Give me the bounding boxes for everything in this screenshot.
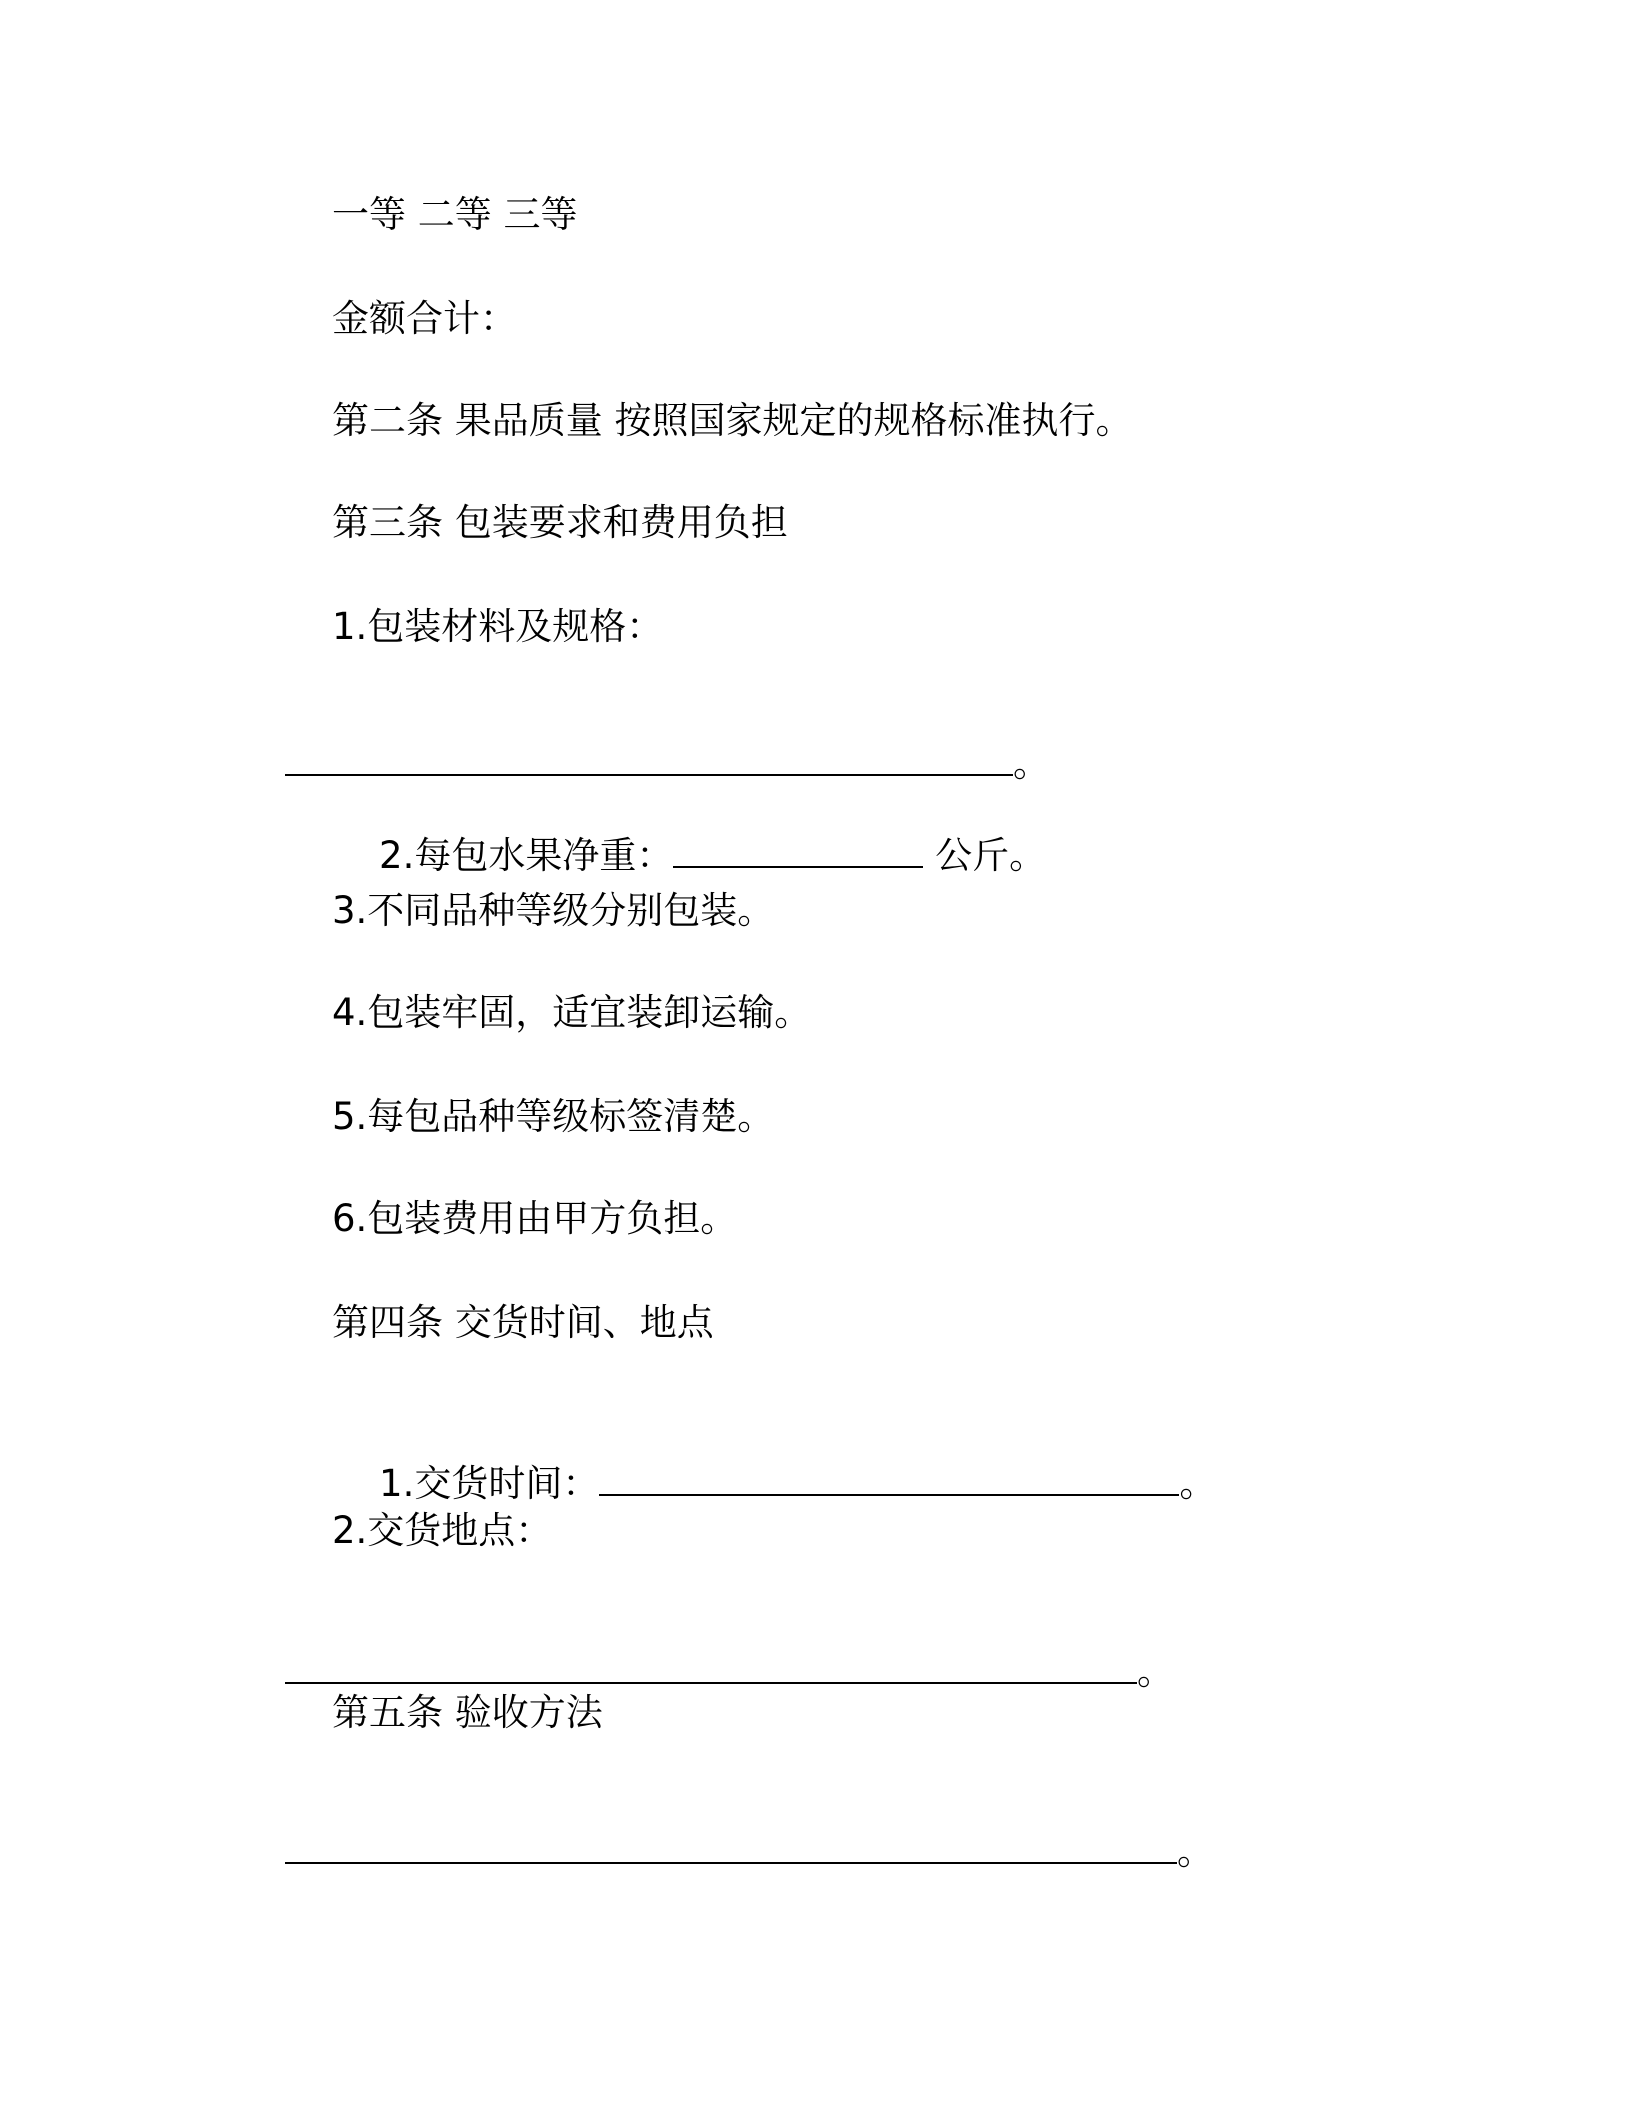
delivery-time-blank[interactable] [599, 1458, 1179, 1496]
delivery-place-label: 2.交货地点： [332, 1509, 553, 1552]
net-weight-unit: 公斤。 [923, 834, 1047, 877]
packaging-rule-5: 5.每包品种等级标签清楚。 [332, 1095, 775, 1138]
line-end-period: 。 [1179, 1462, 1217, 1505]
line-end-period: 。 [1137, 1650, 1175, 1693]
net-weight-label: 2.每包水果净重： [379, 834, 674, 877]
net-weight-blank[interactable] [673, 830, 923, 868]
line-end-period: 。 [1013, 742, 1051, 785]
packaging-rule-4: 4.包装牢固，适宜装卸运输。 [332, 991, 812, 1034]
packaging-rule-3: 3.不同品种等级分别包装。 [332, 889, 775, 932]
article-two-quality: 第二条 果品质量 按照国家规定的规格标准执行。 [332, 399, 1133, 442]
inspection-method-blank-line [238, 1780, 1214, 1921]
inspection-method-blank[interactable] [285, 1826, 1177, 1864]
article-four-heading: 第四条 交货时间、地点 [332, 1301, 714, 1344]
delivery-time-label: 1.交货时间： [379, 1462, 600, 1505]
article-three-heading: 第三条 包装要求和费用负担 [332, 501, 788, 544]
packaging-rule-6: 6.包装费用由甲方负担。 [332, 1197, 738, 1240]
delivery-place-blank[interactable] [285, 1646, 1137, 1684]
line-end-period: 。 [1177, 1830, 1215, 1873]
total-amount-label: 金额合计： [332, 297, 517, 340]
article-five-heading: 第五条 验收方法 [332, 1691, 603, 1734]
packaging-material-blank[interactable] [285, 738, 1013, 776]
packaging-material-label: 1.包装材料及规格： [332, 605, 664, 648]
grade-options-line: 一等 二等 三等 [332, 193, 578, 236]
